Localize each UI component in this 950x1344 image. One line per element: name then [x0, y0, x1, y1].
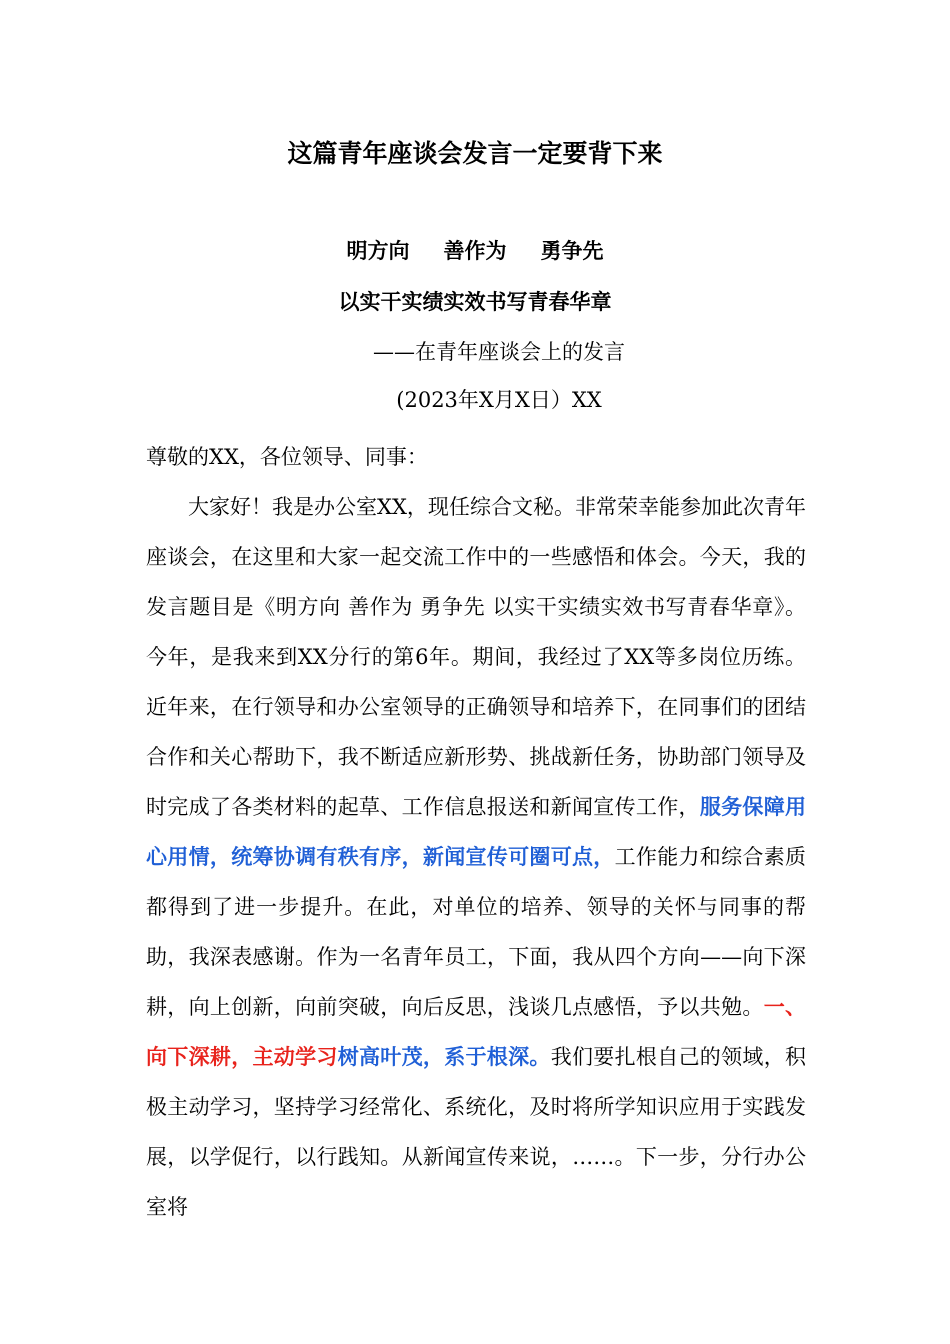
section-heading-red: 一、向下深耕，主动学习: [146, 994, 807, 1069]
speech-date-line: (2023年X月X日）XX: [396, 388, 602, 412]
highlight-blue-text: 树高叶茂，系于根深。: [337, 1044, 551, 1069]
paragraph-text: 我们要扎根自己的领域，积极主动学习，坚持学习经常化、系统化，及时将所学知识应用于实践发展，以学促行，以行践知。从新闻宣传来说，……。下一步，分行办公室将: [146, 1045, 807, 1219]
paragraph-text: 大家好！我是办公室XX，现任综合文秘。非常荣幸能参加此次青年座谈会，在这里和大家一起交流工作中的一些感悟和体会。今天，我的发言题目是《明方向 善作为 勇争先 以实干实绩实效书写青春华章》。今年，是我来到XX分行的第6年。期间，我经过了XX等多岗位历练。近年来，在行领导和办公室领导的正确领导和培养下，在同事们的团结合作和关心帮助下，我不断适应新形势、挑战新任务，协助部门领导及时完成了各类材料的起草、工作信息报送和新闻宣传工作，: [146, 495, 806, 819]
document-title: 这篇青年座谈会发言一定要背下来: [287, 139, 663, 168]
speech-title-part-2: 善作为: [443, 238, 507, 263]
speech-occasion-line: ——在青年座谈会上的发言: [373, 340, 625, 364]
speech-title-line-2: 以实干实绩实效书写青春华章: [338, 289, 612, 314]
salutation: 尊敬的XX，各位领导、同事：: [146, 445, 428, 469]
speech-body: [146, 432, 806, 1232]
highlight-blue-text: 服务保障用心用情，统筹协调有秩有序，新闻宣传可圈可点，: [146, 794, 807, 869]
speech-title-part-1: 明方向: [346, 238, 410, 263]
body-paragraph: [146, 482, 806, 1232]
paragraph-text: 工作能力和综合素质都得到了进一步提升。在此，对单位的培养、领导的关怀与同事的帮助，我深表感谢。作为一名青年员工，下面，我从四个方向——向下深耕，向上创新，向前突破，向后反思，浅谈几点感悟，予以共勉。: [146, 845, 807, 1019]
speech-title-line-1: [0, 236, 950, 266]
speech-title-part-3: 勇争先: [540, 238, 604, 263]
